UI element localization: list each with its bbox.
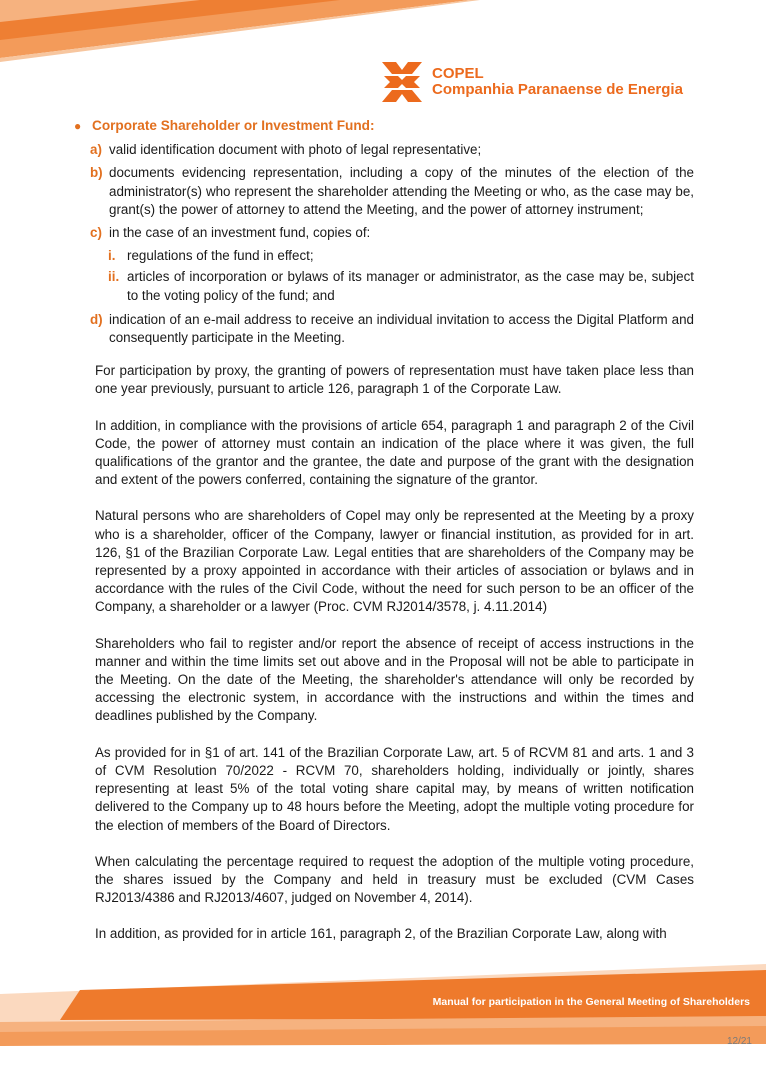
sublist-marker: i. (108, 248, 116, 264)
list-item-text: in the case of an investment fund, copies of: (109, 225, 371, 241)
paragraph-treasury-shares: When calculating the percentage required to request the adoption of the multiple voting procedure, the shares issued by the Company and held in treasury must be excluded (CVM Cases RJ2013/4386 and RJ2013/4607, judged on November 4, 2014). (95, 853, 694, 906)
copel-logo (380, 60, 683, 104)
list-item-b (74, 164, 694, 219)
list-marker: d) (90, 311, 103, 327)
list-item-d (74, 311, 694, 347)
section-heading (74, 117, 694, 135)
brand-full-name: Companhia Paranaense de Energia (432, 81, 683, 98)
bullet-dot-icon: ● (74, 119, 82, 133)
sublist-item-text: articles of incorporation or bylaws of its manager or administrator, as the case may be, subject to the voting policy of the fund; and (127, 269, 694, 303)
list-marker: a) (90, 142, 102, 158)
list-marker: c) (90, 225, 102, 241)
sublist-item-i (74, 247, 694, 265)
list-item-a (74, 141, 694, 159)
list-item-text: documents evidencing representation, including a copy of the minutes of the election of the administrator(s) who represent the shareholder attending the Meeting or who, as the case may be, grant(s) the power of attorney to attend the Meeting, and the power of attorney instrument; (109, 165, 694, 217)
list-item-text: indication of an e-mail address to receive an individual invitation to access the Digital Platform and consequently participate in the Meeting. (109, 311, 694, 346)
paragraph-article-161: In addition, as provided for in article 161, paragraph 2, of the Brazilian Corporate Law, along with (95, 926, 667, 942)
paragraph-registration: Shareholders who fail to register and/or report the absence of receipt of access instructions in the manner and within the time limits set out above and in the Proposal will not be able to participate in the Meeting. On the date of the Meeting, the shareholder's attendance will only be recorded by accessing the electronic system, in accordance with the instructions and within the times and deadlines published by the Company. (95, 635, 694, 724)
sublist-marker: ii. (108, 269, 120, 285)
section-heading-text: Corporate Shareholder or Investment Fund: (92, 118, 375, 133)
list-item-text: valid identification document with photo of legal representative; (109, 142, 482, 158)
page-number: 12/21 (726, 1036, 752, 1047)
list-marker: b) (90, 165, 103, 181)
footer-stripes (0, 960, 766, 1084)
footer-title: Manual for participation in the General Meeting of Shareholders (432, 996, 750, 1008)
document-body (74, 117, 694, 944)
list-item-c (74, 224, 694, 242)
brand-name: COPEL (432, 65, 484, 82)
sublist-item-text: regulations of the fund in effect; (127, 248, 314, 264)
paragraph-proxy-period: For participation by proxy, the granting of powers of representation must have taken place less than one year previously, pursuant to article 126, paragraph 1 of the Corporate Law. (95, 363, 694, 397)
copel-logo-icon (380, 60, 424, 104)
paragraph-civil-code: In addition, in compliance with the provisions of article 654, paragraph 1 and paragraph 2 of the Civil Code, the power of attorney must contain an indication of the place where it was given, the full qualifications of the grantor and the grantee, the date and purpose of the grant with the designation and extent of the powers conferred, containing the signature of the grantor. (95, 417, 694, 488)
paragraph-natural-persons: Natural persons who are shareholders of Copel may only be represented at the Meeting by a proxy who is a shareholder, officer of the Company, lawyer or financial institution, as provided for in art. 126, §1 of the Brazilian Corporate Law. Legal entities that are shareholders of the Company may be represented by a proxy appointed in accordance with their articles of association or bylaws and in accordance with the rules of the Civil Code, without the need for such person to be an officer of the Company, a shareholder or a lawyer (Proc. CVM RJ2014/3578, j. 4.11.2014) (95, 508, 694, 615)
paragraph-multiple-voting: As provided for in §1 of art. 141 of the Brazilian Corporate Law, art. 5 of RCVM 81 and arts. 1 and 3 of CVM Resolution 70/2022 - RCVM 70, shareholders holding, individually or jointly, shares representing at least 5% of the total voting share capital may, by means of written notification delivered to the Company up to 48 hours before the Meeting, adopt the multiple voting procedure for the election of members of the Board of Directors. (95, 744, 694, 833)
sublist-item-ii (74, 268, 694, 304)
